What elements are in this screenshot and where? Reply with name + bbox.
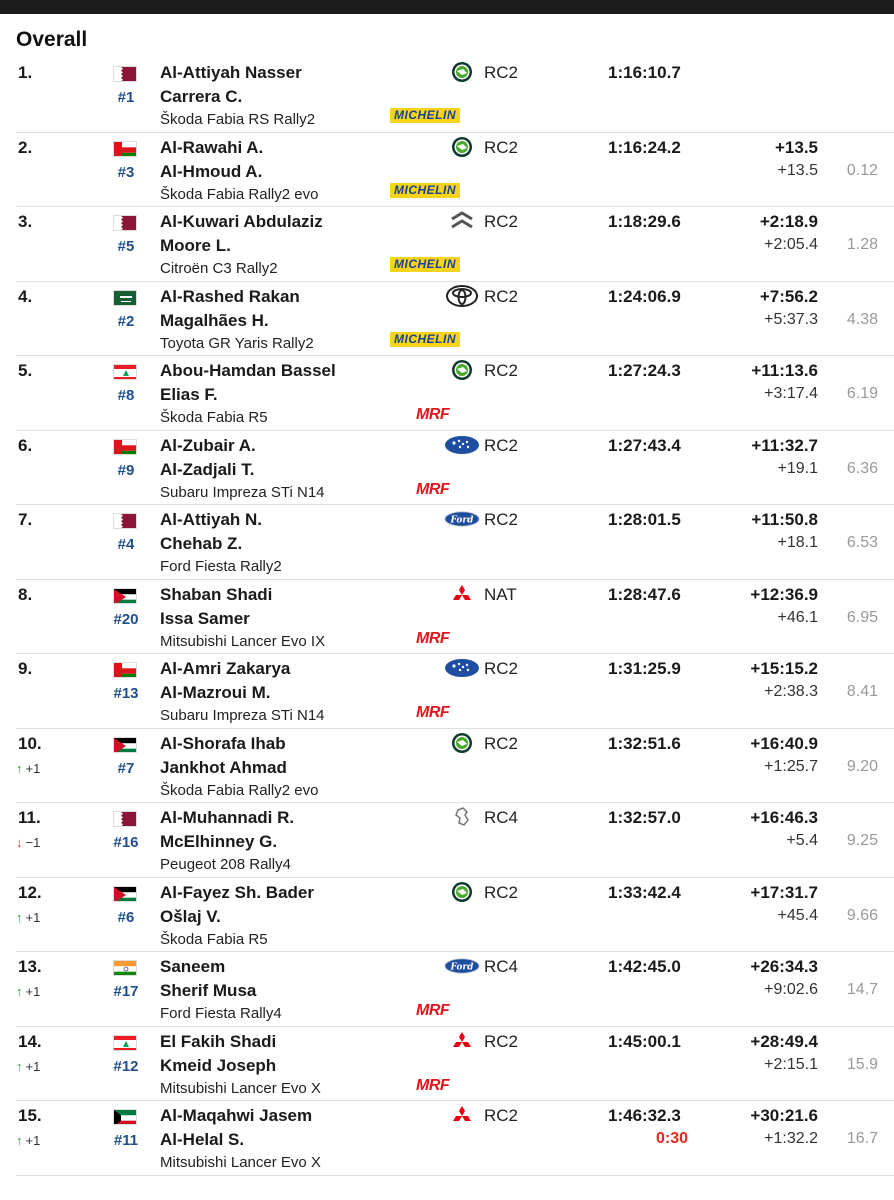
class-label: RC2 [484,212,519,231]
speed-loss-value: 9.25 [846,832,878,849]
driver-name[interactable]: Al-Amri Zakarya [160,659,291,678]
gap-to-previous: +2:38.3 [764,683,818,700]
speed-loss-value: 9.66 [846,906,878,924]
speed-loss-value: 8.41 [846,683,878,700]
result-row[interactable] [16,505,894,580]
result-row[interactable] [16,58,894,133]
codriver-name[interactable]: Issa Samer [160,608,250,628]
total-time: 1:46:32.3 [608,1106,681,1125]
driver-name[interactable]: Abou-Hamdan Bassel [160,361,336,380]
driver-name[interactable]: Al-Zubair A. [160,435,256,455]
car-model: Mitsubishi Lancer Evo X [160,1079,321,1097]
total-time: 1:27:24.3 [608,361,681,380]
position-change [16,835,40,850]
michelin-logo: MICHELIN [390,108,460,123]
skoda-icon [444,881,480,903]
position-number: 9. [18,659,33,678]
car-model: Mitsubishi Lancer Evo IX [160,632,326,650]
total-time: 1:32:51.6 [608,733,681,753]
gap-to-previous: +18.1 [777,534,818,551]
position-change-value: +1 [25,909,41,925]
jordan-flag [113,886,137,902]
speed-loss-value: 6.36 [846,459,878,477]
speed-loss-value: 9.20 [846,757,878,775]
result-row[interactable] [16,580,894,655]
total-time: 1:24:06.9 [608,286,681,306]
driver-name[interactable]: El Fakih Shadi [160,1031,277,1051]
car-model: Škoda Fabia R5 [160,930,268,948]
driver-name[interactable]: Al-Fayez Sh. Bader [160,882,314,902]
codriver-name[interactable]: Sherif Musa [160,981,257,1000]
codriver-name[interactable]: Al-Zadjali T. [160,459,255,479]
qatar-flag [113,66,137,82]
penalty-time: 0:30 [656,1130,689,1147]
total-time: 1:32:57.0 [608,808,681,827]
total-time: 1:45:00.1 [608,1031,681,1051]
driver-name[interactable]: Al-Muhannadi R. [160,808,295,827]
codriver-name[interactable]: Elias F. [160,385,218,404]
codriver-name[interactable]: Al-Hmoud A. [160,161,263,181]
class-label: NAT [484,584,517,604]
car-number[interactable]: #9 [117,461,135,479]
driver-name[interactable]: Al-Kuwari Abdulaziz [160,212,323,231]
michelin-logo: MICHELIN [390,257,460,272]
position-number: 4. [18,286,33,306]
position-number: 8. [18,584,33,604]
top-bar [0,0,894,14]
position-number: 12. [18,882,42,902]
car-model: Citroën C3 Rally2 [160,260,278,277]
speed-loss-value: 6.53 [846,534,878,551]
oman-flag [113,141,137,157]
speed-loss-value: 6.19 [846,385,878,402]
car-number[interactable]: #1 [117,89,135,106]
driver-name[interactable]: Al-Attiyah Nasser [160,63,302,82]
gap-to-previous: +5:37.3 [764,310,818,328]
driver-name[interactable]: Al-Rawahi A. [160,137,264,157]
result-row[interactable] [16,729,894,804]
driver-name[interactable]: Al-Shorafa Ihab [160,733,286,753]
car-model: Škoda Fabia Rally2 evo [160,781,319,799]
subaru-icon [444,434,480,456]
result-row[interactable] [16,207,894,282]
gap-to-previous: +19.1 [777,459,818,477]
gap-to-previous: +9:02.6 [764,981,818,998]
gap-to-leader: +16:40.9 [750,733,818,753]
michelin-logo: MICHELIN [390,332,460,347]
gap-to-leader: +30:21.6 [750,1106,818,1125]
gap-to-previous: +1:25.7 [764,757,818,775]
car-number[interactable]: #2 [117,312,135,330]
result-row[interactable] [16,1101,894,1176]
ford-icon [444,955,480,977]
gap-to-previous: +46.1 [777,608,818,626]
lebanon-flag [113,364,137,380]
class-label: RC4 [484,957,519,976]
car-model: Mitsubishi Lancer Evo X [160,1154,321,1171]
codriver-name[interactable]: Al-Helal S. [160,1130,245,1149]
total-time: 1:18:29.6 [608,212,681,231]
qatar-flag [113,215,137,231]
codriver-name[interactable]: Jankhot Ahmad [160,757,287,777]
position-number: 14. [18,1031,42,1051]
speed-loss-value: 15.9 [846,1055,878,1073]
car-number[interactable]: #11 [113,1132,139,1149]
position-change [16,1059,40,1074]
position-number: 5. [18,361,33,380]
gap-to-previous: +13.5 [777,161,818,179]
skoda-icon [444,732,480,754]
car-model: Peugeot 208 Rally4 [160,856,291,873]
position-change-value: +1 [25,760,41,776]
gap-to-leader: +26:34.3 [750,957,818,976]
subaru-icon [444,657,480,679]
driver-name[interactable]: Al-Maqahwi Jasem [160,1106,313,1125]
position-change [16,984,40,999]
arrow-up-icon: ↑ [16,984,23,999]
total-time: 1:42:45.0 [608,957,681,976]
class-label: RC2 [484,733,519,753]
car-number[interactable]: #3 [117,163,135,181]
position-change-value: +1 [25,984,41,999]
svg-text:Ford: Ford [450,515,474,526]
car-number[interactable]: #12 [113,1057,139,1075]
gap-to-leader: +13.5 [774,137,818,157]
codriver-name[interactable]: Moore L. [160,236,231,255]
michelin-logo: MICHELIN [390,183,460,198]
position-number: 1. [18,63,33,82]
position-number: 11. [18,808,41,827]
car-number[interactable]: #6 [117,908,135,926]
gap-to-previous: +2:05.4 [764,236,818,253]
arrow-up-icon: ↑ [16,1133,23,1148]
driver-name[interactable]: Saneem [160,957,226,976]
car-model: Škoda Fabia R5 [160,409,268,426]
position-change-value: −1 [25,835,41,850]
class-label: RC2 [484,137,519,157]
jordan-flag [113,737,137,753]
gap-to-leader: +11:13.6 [751,361,818,380]
citroen-icon [444,210,480,232]
car-model: Škoda Fabia RS Rally2 [160,111,316,128]
class-label: RC2 [484,286,519,306]
driver-name[interactable]: Al-Attiyah N. [160,510,262,529]
mrf-logo: MRF [416,406,450,423]
jordan-flag [113,588,137,604]
codriver-name[interactable]: McElhinney G. [160,832,278,851]
codriver-name[interactable]: Magalhães H. [160,310,269,330]
mitsubishi-icon [444,1104,480,1126]
arrow-down-icon: ↓ [16,835,23,850]
speed-loss-value: 4.38 [846,310,878,328]
mrf-logo: MRF [416,1002,450,1019]
result-row[interactable] [16,803,894,878]
peugeot-icon [444,806,480,828]
car-number[interactable]: #17 [113,983,139,1000]
car-model: Ford Fiesta Rally4 [160,1005,282,1022]
gap-to-leader: +15:15.2 [750,659,818,678]
total-time: 1:16:10.7 [608,63,681,82]
result-row[interactable] [16,952,894,1027]
qatar-flag [113,513,137,529]
car-number[interactable]: #7 [117,759,135,777]
car-number[interactable]: #8 [117,387,135,404]
mrf-logo: MRF [416,629,450,647]
car-model: Subaru Impreza STi N14 [160,483,325,501]
lebanon-flag [113,1035,137,1051]
car-number[interactable]: #20 [113,610,139,628]
gap-to-previous: +45.4 [777,906,818,924]
arrow-up-icon: ↑ [16,760,23,776]
class-label: RC2 [484,1106,519,1125]
gap-to-previous: +1:32.2 [764,1130,818,1147]
gap-to-previous: +2:15.1 [764,1055,818,1073]
results-list [0,58,894,1176]
codriver-name[interactable]: Carrera C. [160,87,243,106]
class-label: RC2 [484,361,519,380]
qatar-flag [113,811,137,827]
total-time: 1:28:01.5 [608,510,681,529]
position-change [16,761,40,776]
codriver-name[interactable]: Ošlaj V. [160,906,221,926]
position-change-value: +1 [25,1133,41,1148]
car-number[interactable]: #5 [117,238,135,255]
position-number: 3. [18,212,33,231]
driver-name[interactable]: Shaban Shadi [160,584,273,604]
car-model: Toyota GR Yaris Rally2 [160,334,314,352]
gap-to-leader: +16:46.3 [750,808,818,827]
class-label: RC2 [484,435,519,455]
result-row[interactable] [16,1027,894,1102]
speed-loss-value: 14.7 [846,981,878,998]
oman-flag [113,439,137,455]
car-number[interactable]: #13 [113,685,139,702]
class-label: RC2 [484,882,519,902]
result-row[interactable] [16,878,894,953]
result-row[interactable] [16,654,894,729]
car-number[interactable]: #16 [113,834,139,851]
skoda-icon [444,359,480,381]
car-model: Škoda Fabia Rally2 evo [160,185,319,203]
car-model: Subaru Impreza STi N14 [160,707,325,724]
mitsubishi-icon [444,1030,480,1052]
gap-to-leader: +28:49.4 [750,1031,818,1051]
svg-text:Ford: Ford [450,962,474,973]
position-number: 10. [18,733,42,753]
car-number[interactable]: #4 [117,536,135,553]
mrf-logo: MRF [416,1076,450,1094]
position-change-value: +1 [25,1058,41,1074]
total-time: 1:27:43.4 [608,435,681,455]
position-number: 13. [18,957,42,976]
car-model: Ford Fiesta Rally2 [160,558,282,575]
total-time: 1:33:42.4 [608,882,681,902]
gap-to-previous: +5.4 [786,832,818,849]
gap-to-leader: +12:36.9 [750,584,818,604]
result-row[interactable] [16,356,894,431]
skoda-icon [444,61,480,83]
total-time: 1:16:24.2 [608,137,681,157]
speed-loss-value: 0.12 [846,161,878,179]
toyota-icon [444,285,480,307]
class-label: RC2 [484,659,519,678]
speed-loss-value: 1.28 [846,236,878,253]
result-row[interactable] [16,133,894,208]
class-label: RC2 [484,1031,519,1051]
codriver-name[interactable]: Al-Mazroui M. [160,683,271,702]
codriver-name[interactable]: Kmeid Joseph [160,1055,277,1075]
kuwait-flag [113,1109,137,1125]
arrow-up-icon: ↑ [16,1058,23,1074]
position-number: 15. [18,1106,42,1125]
total-time: 1:28:47.6 [608,584,681,604]
oman-flag [113,662,137,678]
codriver-name[interactable]: Chehab Z. [160,534,243,553]
mrf-logo: MRF [416,704,450,721]
result-row[interactable] [16,431,894,506]
gap-to-leader: +11:50.8 [751,510,818,529]
gap-to-leader: +11:32.7 [751,435,818,455]
position-number: 2. [18,137,33,157]
mrf-logo: MRF [416,480,450,498]
class-label: RC2 [484,63,519,82]
gap-to-leader: +17:31.7 [750,882,818,902]
gap-to-previous: +3:17.4 [764,385,818,402]
india-flag [113,960,137,976]
speed-loss-value: 6.95 [846,608,878,626]
result-row[interactable] [16,282,894,357]
position-number: 7. [18,510,33,529]
position-number: 6. [18,435,33,455]
speed-loss-value: 16.7 [846,1130,878,1147]
gap-to-leader: +7:56.2 [759,286,818,306]
saudi-flag [113,290,137,306]
position-change [16,1133,40,1148]
mitsubishi-icon [444,583,480,605]
ford-icon [444,508,480,530]
class-label: RC2 [484,510,519,529]
arrow-up-icon: ↑ [16,909,23,925]
skoda-icon [444,136,480,158]
class-label: RC4 [484,808,519,827]
page-title: Overall [16,28,88,51]
total-time: 1:31:25.9 [608,659,681,678]
gap-to-leader: +2:18.9 [759,212,818,231]
position-change [16,910,40,925]
driver-name[interactable]: Al-Rashed Rakan [160,286,300,306]
